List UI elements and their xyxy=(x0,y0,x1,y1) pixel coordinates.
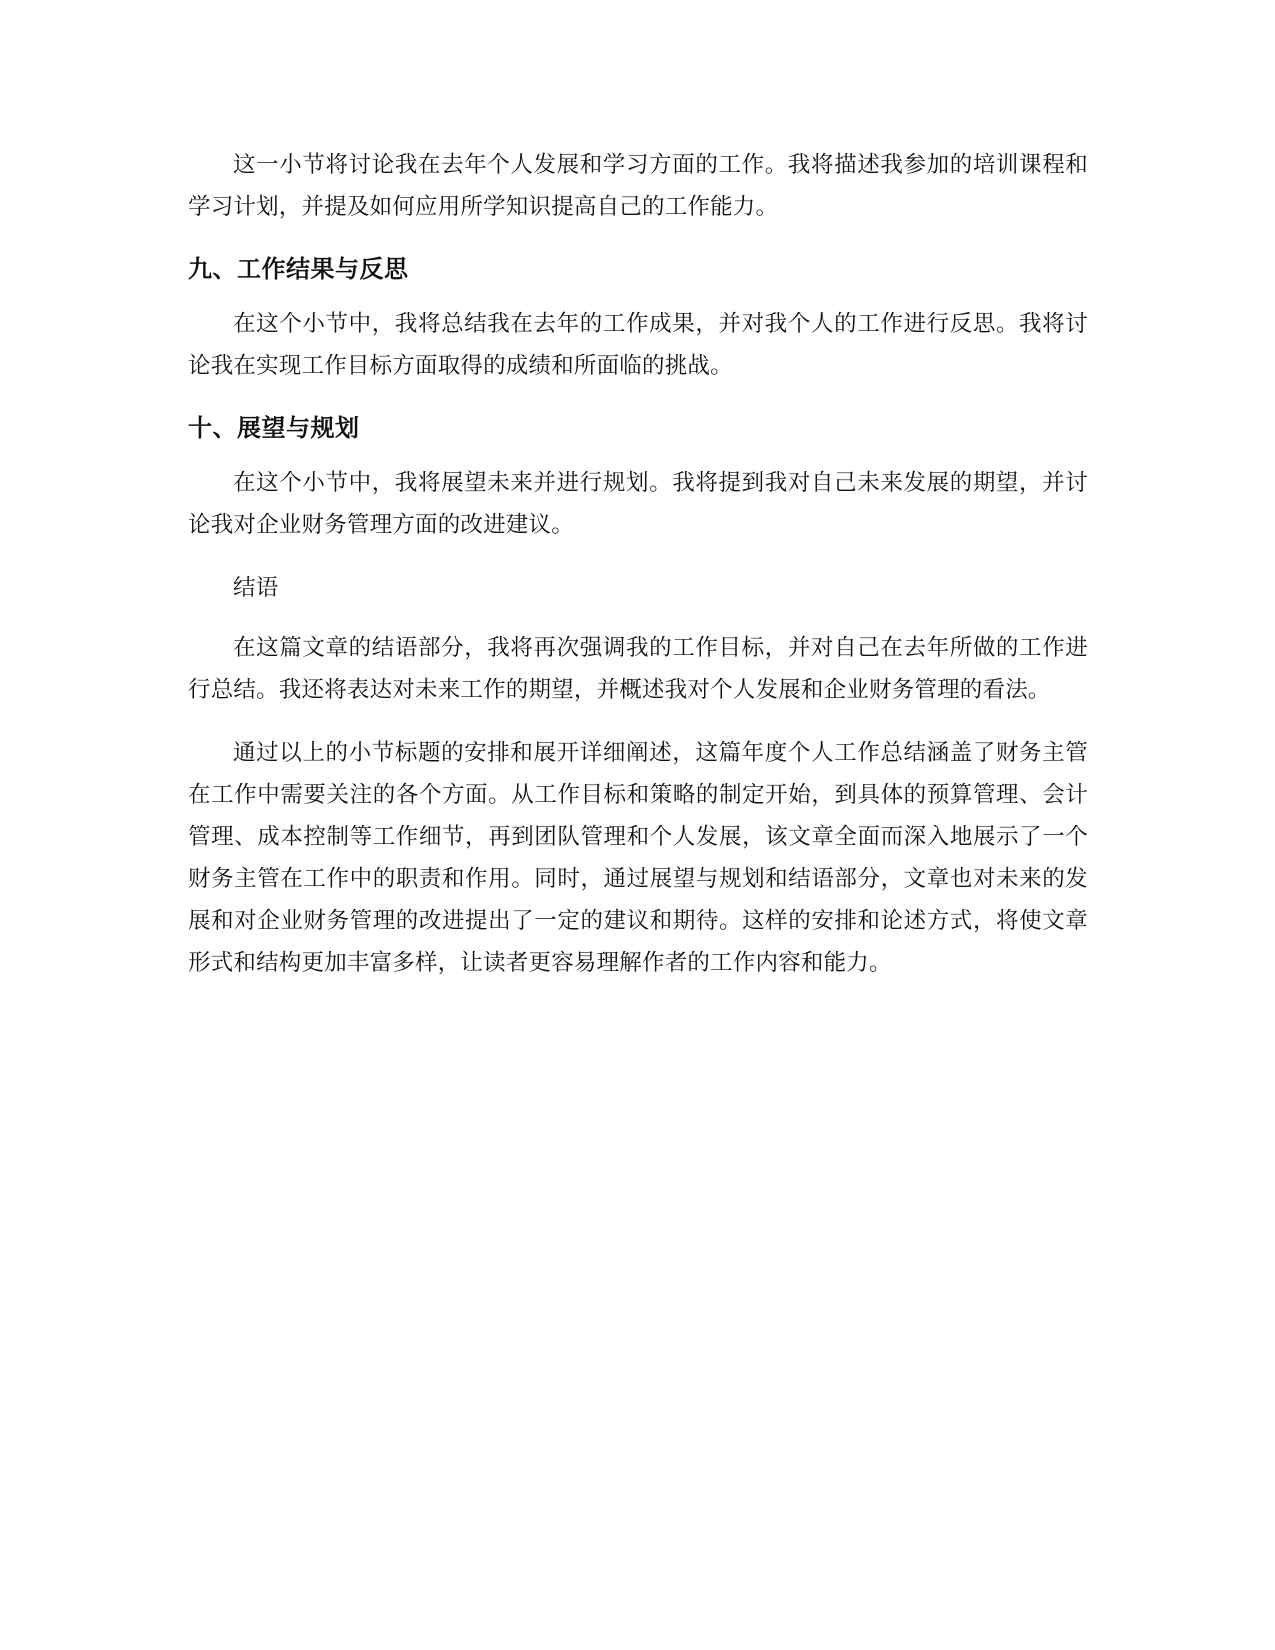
document-body xyxy=(188,144,1088,1005)
intro-paragraph: 这一小节将讨论我在去年个人发展和学习方面的工作。我将描述我参加的培训课程和学习计划，并提及如何应用所学知识提高自己的工作能力。 xyxy=(188,152,1088,220)
conclusion-paragraph: 在这篇文章的结语部分，我将再次强调我的工作目标，并对自己在去年所做的工作进行总结。我还将表达对未来工作的期望，并概述我对个人发展和企业财务管理的看法。 xyxy=(188,635,1088,703)
section-10-paragraph: 在这个小节中，我将展望未来并进行规划。我将提到我对自己未来发展的期望，并讨论我对企业财务管理方面的改进建议。 xyxy=(188,470,1088,538)
section-heading-10: 十、展望与规划 xyxy=(188,414,360,442)
summary-paragraph: 通过以上的小节标题的安排和展开详细阐述，这篇年度个人工作总结涵盖了财务主管在工作中需要关注的各个方面。从工作目标和策略的制定开始，到具体的预算管理、会计管理、成本控制等工作细节，再到团队管理和个人发展，该文章全面而深入地展示了一个财务主管在工作中的职责和作用。同时，通过展望与规划和结语部分，文章也对未来的发展和对企业财务管理的改进提出了一定的建议和期待。这样的安排和论述方式，将使文章形式和结构更加丰富多样，让读者更容易理解作者的工作内容和能力。 xyxy=(188,740,1088,976)
section-heading-9: 九、工作结果与反思 xyxy=(188,255,409,283)
section-9-paragraph: 在这个小节中，我将总结我在去年的工作成果，并对我个人的工作进行反思。我将讨论我在实现工作目标方面取得的成绩和所面临的挑战。 xyxy=(188,311,1088,379)
conclusion-label: 结语 xyxy=(233,575,279,601)
